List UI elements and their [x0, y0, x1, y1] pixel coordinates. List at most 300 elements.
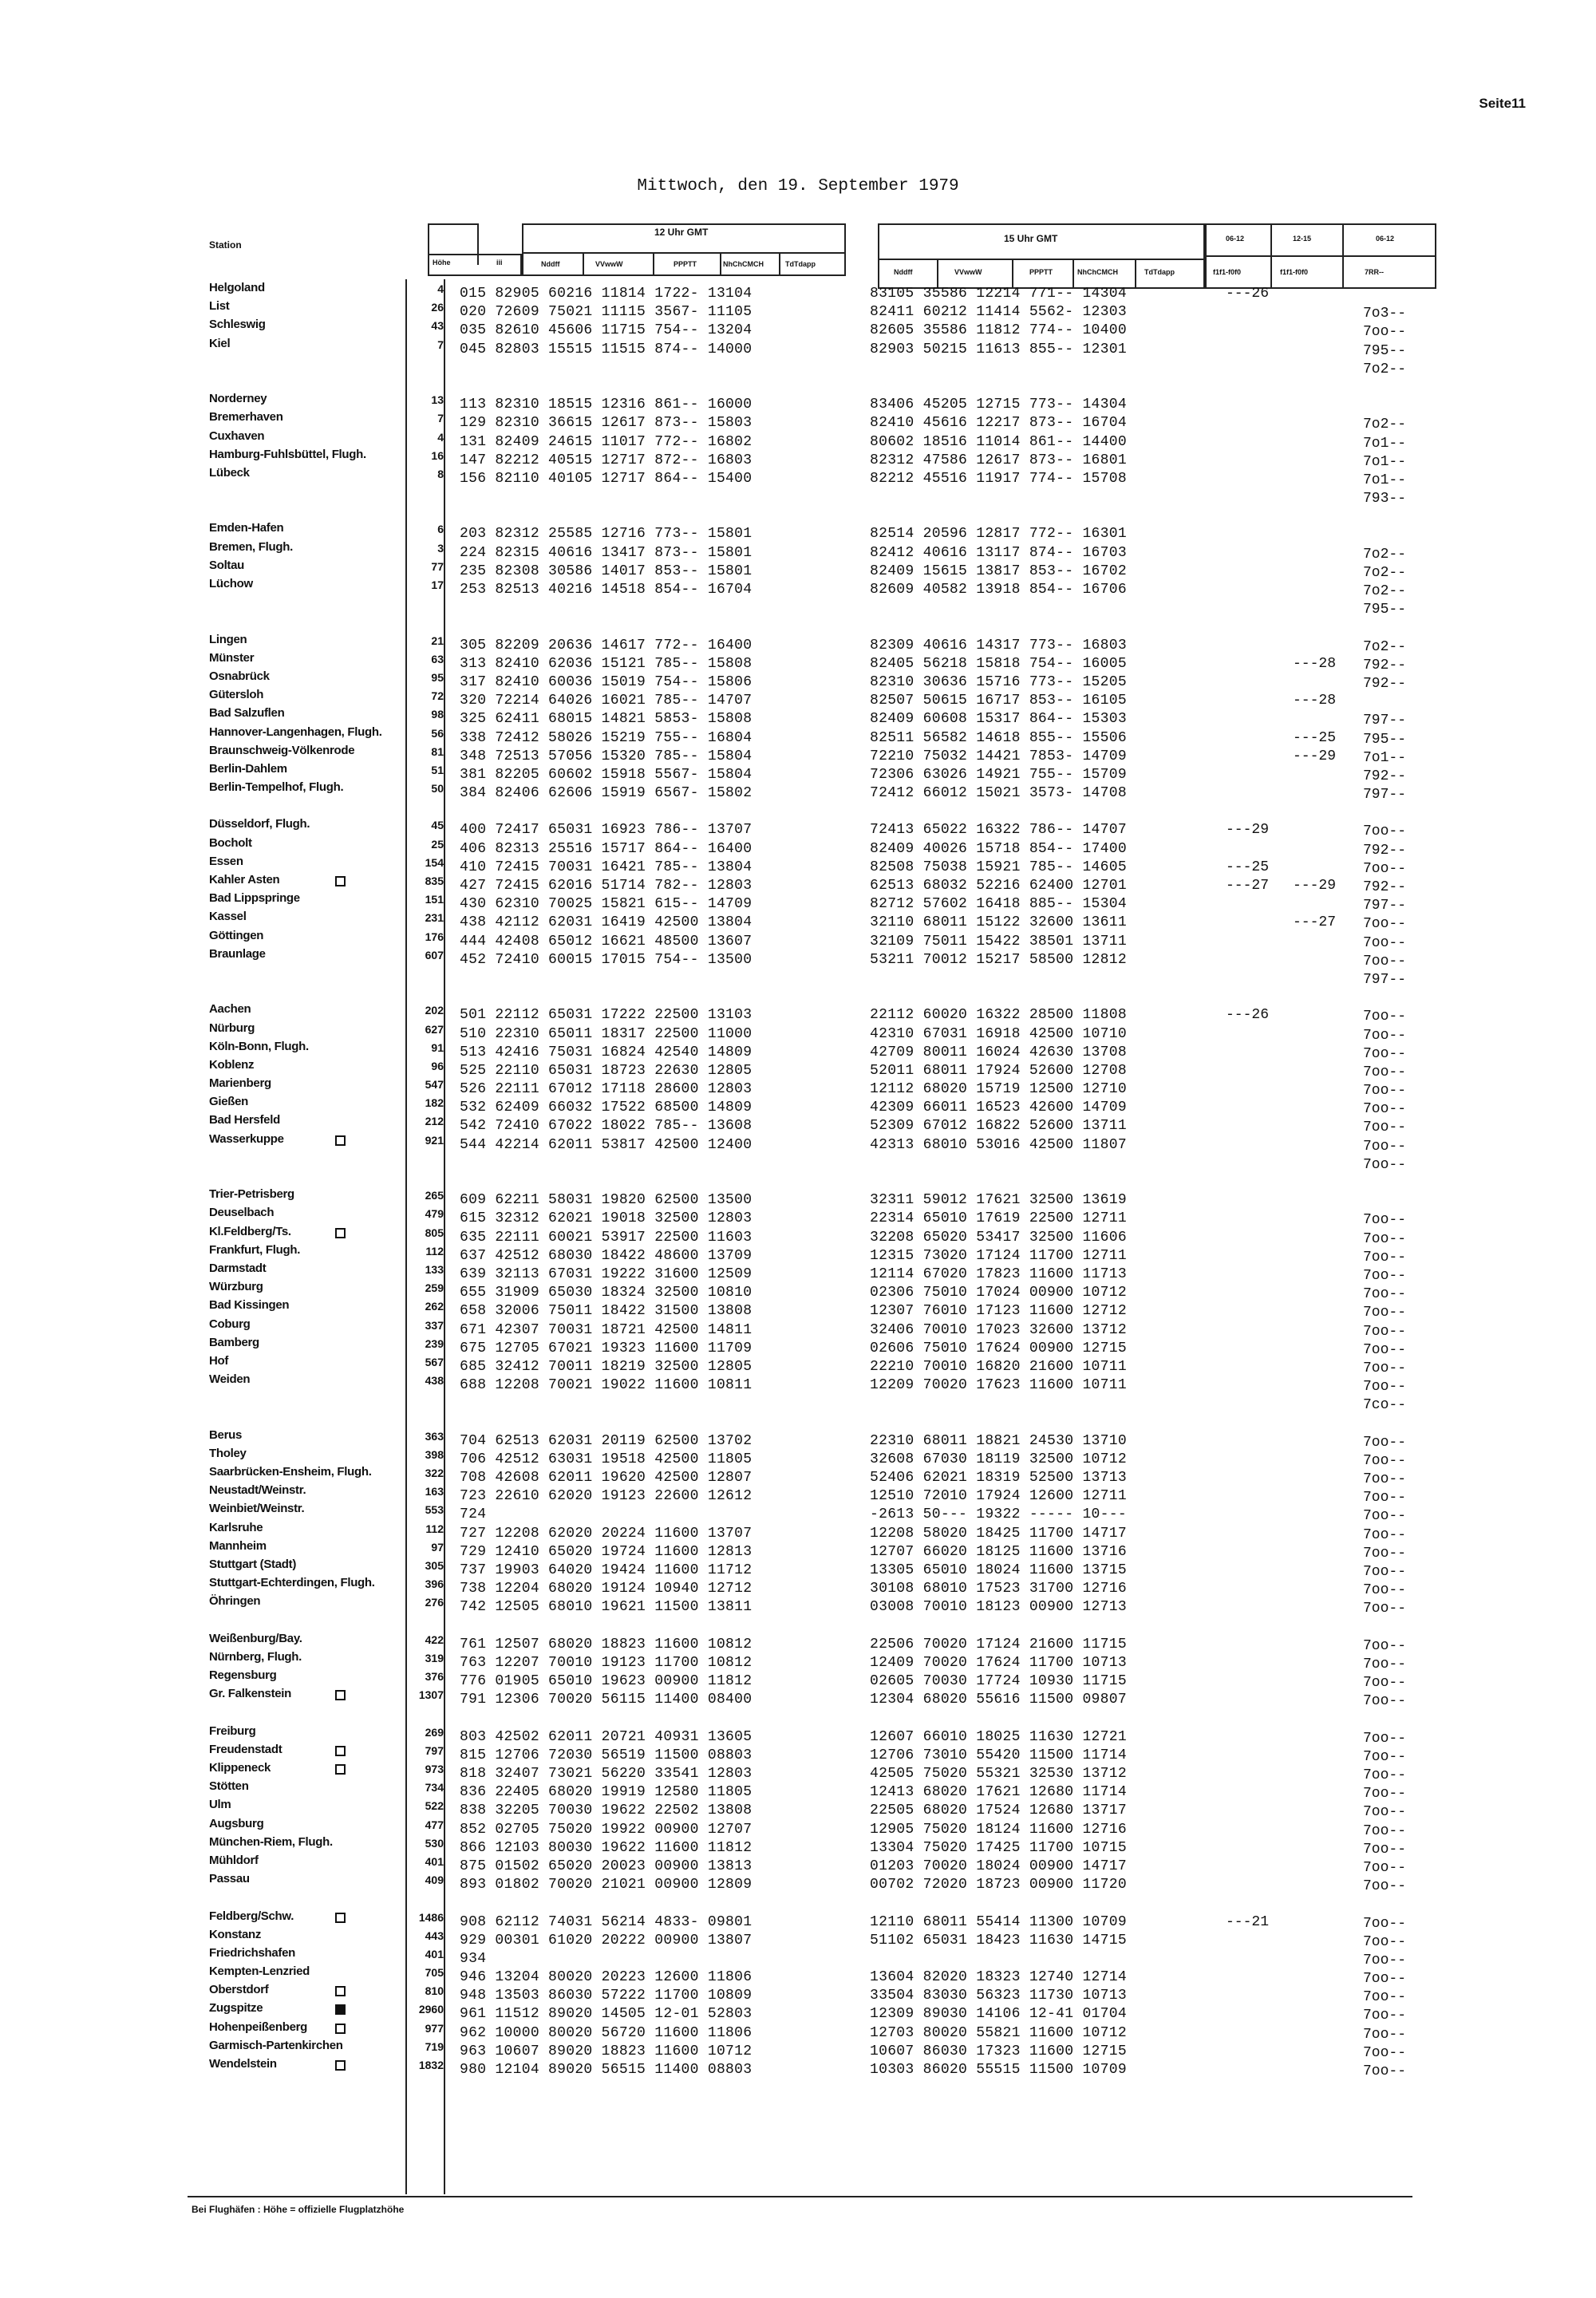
station-height: 2960	[418, 2003, 444, 2016]
extra-06-12-rr: 7oo--	[1363, 1637, 1407, 1654]
station-name: Lingen	[209, 632, 247, 646]
obs-15-utc: 83105 35586 12214 771-- 14304	[870, 286, 1127, 302]
extra-06-12: ---26	[1226, 1007, 1270, 1024]
obs-15-utc: 82411 60212 11414 5562- 12303	[870, 304, 1127, 321]
station-height: 409	[425, 1874, 444, 1887]
obs-15-utc: 12208 58020 18425 11700 14717	[870, 1525, 1127, 1542]
page-title: Mittwoch, den 19. September 1979	[637, 177, 959, 195]
obs-15-utc: 02605 70030 17724 10930 11715	[870, 1673, 1127, 1690]
obs-15-utc: 32311 59012 17621 32500 13619	[870, 1192, 1127, 1209]
extra-12-15: ---29	[1293, 748, 1337, 764]
extra-06-12-rr: 7oo--	[1363, 1563, 1407, 1580]
station-name: Tholey	[209, 1446, 247, 1460]
station-name: Konstanz	[209, 1927, 262, 1941]
extra-06-12-rr: 7o1--	[1363, 749, 1407, 766]
station-name: München-Riem, Flugh.	[209, 1834, 333, 1849]
extra-06-12-rr: 7o1--	[1363, 453, 1407, 470]
station-height: 553	[425, 1503, 444, 1517]
extra-06-12-rr: 7o3--	[1363, 306, 1407, 322]
header-15-col1: Nddff	[894, 268, 913, 276]
obs-12-utc: 381 82205 60602 15918 5567- 15804	[460, 766, 753, 783]
obs-12-utc: 962 10000 80020 56720 11600 11806	[460, 2024, 753, 2041]
station-name: Bad Kissingen	[209, 1298, 290, 1313]
obs-12-utc: 803 42502 62011 20721 40931 13605	[460, 1728, 753, 1745]
extra-06-12-rr: 792--	[1363, 879, 1407, 895]
obs-12-utc: 738 12204 68020 19124 10940 12712	[460, 1581, 753, 1597]
obs-15-utc: 82309 40616 14317 773-- 16803	[870, 637, 1127, 653]
obs-12-utc: 875 01502 65020 20023 00900 13813	[460, 1858, 753, 1874]
station-name: Weißenburg/Bay.	[209, 1631, 302, 1645]
obs-12-utc: 406 82313 25516 15717 864-- 16400	[460, 840, 753, 857]
obs-15-utc: 32110 68011 15122 32600 13611	[870, 914, 1127, 931]
obs-15-utc: 42310 67031 16918 42500 10710	[870, 1025, 1127, 1042]
obs-15-utc: 12307 76010 17123 11600 12712	[870, 1303, 1127, 1320]
obs-12-utc: 866 12103 80030 19622 11600 11812	[460, 1839, 753, 1856]
station-name: Hohenpeißenberg	[209, 2020, 308, 2034]
station-height: 567	[425, 1355, 444, 1368]
station-name: Cuxhaven	[209, 428, 265, 443]
table-row	[207, 780, 1436, 804]
extra-06-12-rr: 7oo--	[1363, 1693, 1407, 1710]
obs-15-utc: 12409 70020 17624 11700 10713	[870, 1654, 1127, 1671]
obs-15-utc: 82409 60608 15317 864-- 15303	[870, 711, 1127, 728]
extra-06-12-rr: 792--	[1363, 675, 1407, 692]
obs-12-utc: 015 82905 60216 11814 1722- 13104	[460, 286, 753, 302]
obs-12-utc: 836 22405 68020 19919 12580 11805	[460, 1784, 753, 1801]
station-group	[207, 1187, 1436, 1427]
obs-12-utc: 727 12208 62020 20224 11600 13707	[460, 1525, 753, 1542]
station-name: Essen	[209, 854, 243, 868]
obs-12-utc: 639 32113 67031 19222 31600 12509	[460, 1265, 753, 1282]
obs-12-utc: 776 01905 65010 19623 00900 11812	[460, 1673, 753, 1690]
station-height: 231	[425, 911, 444, 925]
station-height: 734	[425, 1781, 444, 1795]
obs-15-utc: 12114 67020 17823 11600 11713	[870, 1265, 1127, 1282]
station-name: Braunschweig-Völkenrode	[209, 743, 355, 757]
obs-12-utc: 761 12507 68020 18823 11600 10812	[460, 1636, 753, 1652]
obs-12-utc: 675 12705 67021 19323 11600 11709	[460, 1340, 753, 1356]
station-height: 376	[425, 1670, 444, 1684]
station-height: 479	[425, 1207, 444, 1221]
group-spacer	[207, 984, 1436, 1002]
table-row	[207, 465, 1436, 488]
station-height: 133	[425, 1262, 444, 1276]
table-row	[207, 1631, 1436, 1654]
table-row	[207, 281, 1436, 302]
extra-06-12-rr: 7oo--	[1363, 1601, 1407, 1617]
table-row	[207, 1151, 1436, 1173]
group-spacer	[207, 614, 1436, 632]
extra-06-12: ---26	[1226, 286, 1270, 302]
table-row	[207, 1224, 1436, 1247]
group-spacer	[207, 1705, 1436, 1724]
obs-15-utc: 32406 70010 17023 32600 13712	[870, 1321, 1127, 1338]
station-name: Bocholt	[209, 835, 252, 850]
obs-15-utc: 12304 68020 55616 11500 09807	[870, 1692, 1127, 1708]
station-height: 98	[431, 708, 444, 721]
station-height: 176	[425, 930, 444, 943]
extra-06-12-rr: 7oo--	[1363, 1101, 1407, 1118]
extra-06-12: ---29	[1226, 822, 1270, 839]
table-row	[207, 1021, 1436, 1044]
station-name: Göttingen	[209, 928, 264, 942]
extra-06-12-rr: 7oo--	[1363, 1526, 1407, 1543]
extra-06-12-rr: 792--	[1363, 842, 1407, 859]
obs-12-utc: 430 62310 70025 15821 615-- 14709	[460, 896, 753, 913]
obs-15-utc: 52406 62021 18319 52500 13713	[870, 1470, 1127, 1486]
obs-15-utc: 12413 68020 17621 12680 11714	[870, 1784, 1127, 1801]
table-row	[207, 928, 1436, 951]
station-name: Neustadt/Weinstr.	[209, 1483, 306, 1498]
table-row	[207, 595, 1436, 618]
obs-15-utc: 12607 66010 18025 11630 12721	[870, 1728, 1127, 1745]
station-name: Berlin-Dahlem	[209, 761, 287, 776]
station-height: 13	[431, 393, 444, 407]
table-row	[207, 1872, 1436, 1895]
station-name: Soltau	[209, 558, 245, 572]
station-height: 477	[425, 1818, 444, 1831]
station-name: Gießen	[209, 1095, 249, 1109]
station-name: Ulm	[209, 1798, 231, 1812]
obs-15-utc: 42505 75020 55321 32530 13712	[870, 1766, 1127, 1782]
open-square-icon	[335, 876, 346, 886]
table-row	[207, 1427, 1436, 1451]
table-row	[207, 318, 1436, 341]
extra-06-12-rr: 7oo--	[1363, 1582, 1407, 1599]
obs-12-utc: 113 82310 18515 12316 861-- 16000	[460, 397, 753, 413]
extra-06-12-rr: 7oo--	[1363, 1286, 1407, 1303]
obs-12-utc: 742 12505 68010 19621 11500 13811	[460, 1599, 753, 1616]
station-height: 8	[437, 467, 444, 480]
obs-12-utc: 513 42416 75031 16824 42540 14809	[460, 1044, 753, 1060]
obs-12-utc: 737 19903 64020 19424 11600 11712	[460, 1562, 753, 1578]
station-height: 25	[431, 837, 444, 851]
table-row	[207, 1298, 1436, 1321]
extra-06-12: ---21	[1226, 1913, 1270, 1930]
obs-12-utc: 708 42608 62011 19620 42500 12807	[460, 1470, 753, 1486]
table-row	[207, 650, 1436, 673]
station-name: Friedrichshafen	[209, 1945, 296, 1960]
extra-06-12-rr: 7oo--	[1363, 1452, 1407, 1469]
station-height: 95	[431, 670, 444, 684]
station-name: Schleswig	[209, 318, 266, 332]
table-row	[207, 891, 1436, 914]
extra-06-12-rr: 7oo--	[1363, 1045, 1407, 1062]
extra-06-12-rr: 7o2--	[1363, 361, 1407, 377]
obs-12-utc: 525 22110 65031 18723 22630 12805	[460, 1062, 753, 1079]
station-name: Oberstdorf	[209, 1983, 269, 1997]
station-height: 797	[425, 1743, 444, 1757]
table-row	[207, 1057, 1436, 1080]
obs-15-utc: 82605 35586 11812 774-- 10400	[870, 322, 1127, 339]
table-row	[207, 1280, 1436, 1303]
table-row	[207, 1649, 1436, 1672]
table-row	[207, 447, 1436, 470]
station-name: Emden-Hafen	[209, 521, 284, 535]
table-row	[207, 1538, 1436, 1562]
station-name: Freiburg	[209, 1724, 256, 1738]
station-height: 45	[431, 819, 444, 832]
station-height: 705	[425, 1966, 444, 1980]
station-name: Trier-Petrisberg	[209, 1187, 294, 1202]
obs-15-utc: 12110 68011 55414 11300 10709	[870, 1913, 1127, 1930]
obs-12-utc: 671 42307 70031 18721 42500 14811	[460, 1321, 753, 1338]
station-height: 363	[425, 1429, 444, 1443]
extra-06-12-rr: 7oo--	[1363, 1878, 1407, 1895]
extra-06-12-rr: 797--	[1363, 787, 1407, 804]
station-name: Norderney	[209, 392, 267, 406]
obs-12-utc: 224 82315 40616 13417 873-- 15801	[460, 544, 753, 561]
extra-06-12-rr: 7oo--	[1363, 2026, 1407, 2043]
obs-12-utc: 724	[460, 1506, 487, 1523]
obs-15-utc: 83406 45205 12715 773-- 14304	[870, 397, 1127, 413]
header-extra3: 06-12	[1376, 235, 1395, 243]
header-extra2: 12-15	[1293, 235, 1312, 243]
obs-12-utc: 305 82209 20636 14617 772-- 16400	[460, 637, 753, 653]
obs-15-utc: 72413 65022 16322 786-- 14707	[870, 822, 1127, 839]
station-name: Frankfurt, Flugh.	[209, 1242, 301, 1257]
station-height: 547	[425, 1078, 444, 1092]
station-table-body	[207, 281, 1436, 2094]
obs-15-utc: 22310 68011 18821 24530 13710	[870, 1432, 1127, 1449]
obs-12-utc: 452 72410 60015 17015 754-- 13500	[460, 951, 753, 968]
station-height: 810	[425, 1984, 444, 1998]
extra-06-12-rr: 7oo--	[1363, 2008, 1407, 2024]
station-height: 112	[425, 1244, 444, 1258]
station-name: Marienberg	[209, 1076, 271, 1091]
station-name: Klippeneck	[209, 1761, 271, 1775]
station-height: 151	[425, 893, 444, 906]
obs-15-utc: 32109 75011 15422 38501 13711	[870, 933, 1127, 950]
table-row	[207, 1039, 1436, 1062]
obs-12-utc: 384 82406 62606 15919 6567- 15802	[460, 785, 753, 802]
obs-12-utc: 963 10607 89020 18823 11600 10712	[460, 2043, 753, 2059]
obs-12-utc: 348 72513 57056 15320 785-- 15804	[460, 748, 753, 764]
obs-12-utc: 400 72417 65031 16923 786-- 13707	[460, 822, 753, 839]
station-name: Mannheim	[209, 1538, 267, 1553]
obs-15-utc: 82712 57602 16418 885-- 15304	[870, 896, 1127, 913]
obs-15-utc: 53211 70012 15217 58500 12812	[870, 951, 1127, 968]
station-height: 154	[425, 855, 444, 869]
group-spacer	[207, 1890, 1436, 1909]
obs-12-utc: 338 72412 58026 15219 755-- 16804	[460, 729, 753, 746]
table-row	[207, 1076, 1436, 1100]
obs-12-utc: 852 02705 75020 19922 00900 12707	[460, 1821, 753, 1838]
station-name: Osnabrück	[209, 669, 270, 683]
table-row	[207, 1983, 1436, 2006]
station-name: Gütersloh	[209, 688, 264, 702]
table-row	[207, 965, 1436, 988]
table-row	[207, 2001, 1436, 2024]
extra-06-12-rr: 7oo--	[1363, 1009, 1407, 1025]
table-row	[207, 558, 1436, 581]
obs-12-utc: 655 31909 65030 18324 32500 10810	[460, 1285, 753, 1301]
table-row	[207, 910, 1436, 933]
extra-06-12-rr: 795--	[1363, 602, 1407, 618]
obs-12-utc: 532 62409 66032 17522 68500 14809	[460, 1100, 753, 1116]
station-height: 16	[431, 448, 444, 462]
obs-15-utc: 01203 70020 18024 00900 14717	[870, 1858, 1127, 1874]
obs-15-utc: 22210 70010 16820 21600 10711	[870, 1358, 1127, 1375]
station-name: Bad Lippspringe	[209, 891, 300, 906]
extra-06-12-rr: 7co--	[1363, 1397, 1407, 1414]
obs-15-utc: 82409 15615 13817 853-- 16702	[870, 563, 1127, 579]
obs-12-utc: 635 22111 60021 53917 22500 11603	[460, 1229, 753, 1246]
station-name: List	[209, 299, 230, 314]
obs-12-utc: 325 62411 68015 14821 5853- 15808	[460, 711, 753, 728]
obs-15-utc: 82412 40616 13117 874-- 16703	[870, 544, 1127, 561]
extra-06-12-rr: 792--	[1363, 657, 1407, 673]
extra-06-12-rr: 7oo--	[1363, 1490, 1407, 1506]
table-row	[207, 1095, 1436, 1118]
station-name: Kl.Feldberg/Ts.	[209, 1224, 291, 1238]
extra-06-12-rr: 7o2--	[1363, 583, 1407, 599]
extra-06-12-rr: 7oo--	[1363, 1230, 1407, 1247]
station-name: Nürburg	[209, 1021, 255, 1035]
station-name: Hannover-Langenhagen, Flugh.	[209, 725, 382, 739]
group-spacer	[207, 2075, 1436, 2094]
open-square-icon	[335, 1135, 346, 1146]
table-row	[207, 428, 1436, 452]
obs-15-utc: 82409 40026 15718 854-- 17400	[870, 840, 1127, 857]
header-15-col3: PPPTT	[1029, 268, 1053, 276]
station-height: 719	[425, 2039, 444, 2053]
obs-12-utc: 427 72415 62016 51714 782-- 12803	[460, 878, 753, 894]
obs-15-utc: 52011 68011 17924 52600 12708	[870, 1062, 1127, 1079]
extra-06-12-rr: 7oo--	[1363, 1323, 1407, 1340]
extra-06-12-rr: 7oo--	[1363, 1786, 1407, 1802]
extra-06-12-rr: 7oo--	[1363, 860, 1407, 877]
station-name: Würzburg	[209, 1280, 263, 1294]
table-row	[207, 1446, 1436, 1469]
station-height: 319	[425, 1651, 444, 1664]
extra-06-12-rr: 7oo--	[1363, 1989, 1407, 2006]
station-group	[207, 1002, 1436, 1187]
extra-06-12-rr: 795--	[1363, 342, 1407, 359]
header-station: Station	[209, 239, 242, 251]
table-row	[207, 484, 1436, 507]
filled-square-icon	[335, 2004, 346, 2015]
bottom-rule	[188, 2196, 1412, 2197]
obs-15-utc: 02606 75010 17624 00900 12715	[870, 1340, 1127, 1356]
extra-06-12-rr: 7oo--	[1363, 1804, 1407, 1821]
obs-15-utc: 82511 56582 14618 855-- 15506	[870, 729, 1127, 746]
obs-15-utc: 30108 68010 17523 31700 12716	[870, 1581, 1127, 1597]
table-row	[207, 1594, 1436, 1617]
table-row	[207, 761, 1436, 784]
obs-15-utc: 12315 73020 17124 11700 12711	[870, 1247, 1127, 1264]
header-12-uhr: 12 Uhr GMT	[654, 227, 709, 238]
header-extra3-sub: 7RR--	[1365, 268, 1384, 276]
obs-15-utc: 12703 80020 55821 11600 10712	[870, 2024, 1127, 2041]
station-group	[207, 1428, 1436, 1632]
station-name: Regensburg	[209, 1668, 277, 1683]
header-15-col2: VVwwW	[954, 268, 982, 276]
obs-15-utc: 12707 66020 18125 11600 13716	[870, 1543, 1127, 1560]
station-name: Berlin-Tempelhof, Flugh.	[209, 780, 344, 795]
station-height: 305	[425, 1558, 444, 1572]
extra-12-15: ---29	[1293, 878, 1337, 894]
station-name: Wasserkuppe	[209, 1131, 284, 1146]
obs-12-utc: 729 12410 65020 19724 11600 12813	[460, 1543, 753, 1560]
station-height: 522	[425, 1799, 444, 1813]
extra-06-12-rr: 793--	[1363, 491, 1407, 507]
station-height: 973	[425, 1763, 444, 1775]
obs-15-utc: 12309 89030 14106 12-41 01704	[870, 2006, 1127, 2023]
station-group	[207, 392, 1436, 521]
obs-15-utc: 82508 75038 15921 785-- 14605	[870, 859, 1127, 875]
obs-12-utc: 838 32205 70030 19622 22502 13808	[460, 1802, 753, 1819]
group-spacer	[207, 373, 1436, 392]
obs-12-utc: 763 12207 70010 19123 11700 10812	[460, 1654, 753, 1671]
table-row	[207, 835, 1436, 859]
extra-06-12-rr: 7oo--	[1363, 324, 1407, 341]
table-row	[207, 1834, 1436, 1858]
obs-15-utc: 13604 82020 18323 12740 12714	[870, 1969, 1127, 1986]
open-square-icon	[335, 2060, 346, 2071]
extra-06-12-rr: 7o1--	[1363, 472, 1407, 488]
station-height: 1307	[418, 1688, 444, 1702]
station-height: 1486	[418, 1910, 444, 1924]
extra-06-12-rr: 7oo--	[1363, 1064, 1407, 1080]
station-height: 401	[425, 1947, 444, 1960]
obs-15-utc: 33504 83030 56323 11730 10713	[870, 1988, 1127, 2004]
station-height: 269	[425, 1725, 444, 1739]
station-height: 43	[431, 319, 444, 333]
station-name: Bremerhaven	[209, 410, 283, 424]
extra-06-12-rr: 7oo--	[1363, 2063, 1407, 2079]
open-square-icon	[335, 1746, 346, 1756]
extra-06-12-rr: 7oo--	[1363, 1675, 1407, 1692]
table-row	[207, 1761, 1436, 1783]
station-height: 4	[437, 430, 444, 444]
obs-15-utc: 02306 75010 17024 00900 10712	[870, 1285, 1127, 1301]
obs-12-utc: 704 62513 62031 20119 62500 13702	[460, 1432, 753, 1449]
obs-15-utc: 12706 73010 55420 11500 11714	[870, 1747, 1127, 1763]
station-name: Wendelstein	[209, 2057, 277, 2071]
station-height: 265	[425, 1189, 444, 1202]
station-height: 977	[425, 2021, 444, 2035]
extra-12-15: ---27	[1293, 914, 1337, 931]
extra-06-12-rr: 7o2--	[1363, 638, 1407, 655]
header-12-col3: PPPTT	[674, 260, 697, 268]
station-height: 438	[425, 1374, 444, 1388]
table-row	[207, 1372, 1436, 1396]
obs-12-utc: 637 42512 68030 18422 48600 13709	[460, 1247, 753, 1264]
extra-06-12-rr: 7oo--	[1363, 1341, 1407, 1358]
obs-12-utc: 815 12706 72030 56519 11500 08803	[460, 1747, 753, 1763]
obs-15-utc: 13304 75020 17425 11700 10715	[870, 1839, 1127, 1856]
extra-06-12-rr: 7oo--	[1363, 1305, 1407, 1321]
obs-12-utc: 444 42408 65012 16621 48500 13607	[460, 933, 753, 950]
table-row	[207, 392, 1436, 413]
extra-12-15: ---25	[1293, 729, 1337, 746]
open-square-icon	[335, 1913, 346, 1923]
obs-12-utc: 723 22610 62020 19123 22600 12612	[460, 1488, 753, 1505]
extra-06-12-rr: 7oo--	[1363, 1859, 1407, 1876]
station-height: 91	[431, 1040, 444, 1054]
obs-12-utc: 706 42512 63031 19518 42500 11805	[460, 1451, 753, 1467]
station-name: Öhringen	[209, 1594, 261, 1609]
extra-06-12-rr: 7oo--	[1363, 1083, 1407, 1100]
extra-06-12-rr: 7oo--	[1363, 1360, 1407, 1376]
station-height: 262	[425, 1300, 444, 1313]
station-name: Coburg	[209, 1317, 251, 1331]
header-15-col5: TdTdapp	[1144, 268, 1175, 276]
station-height: 163	[425, 1485, 444, 1498]
station-height: 50	[431, 782, 444, 796]
station-name: Koblenz	[209, 1057, 255, 1072]
